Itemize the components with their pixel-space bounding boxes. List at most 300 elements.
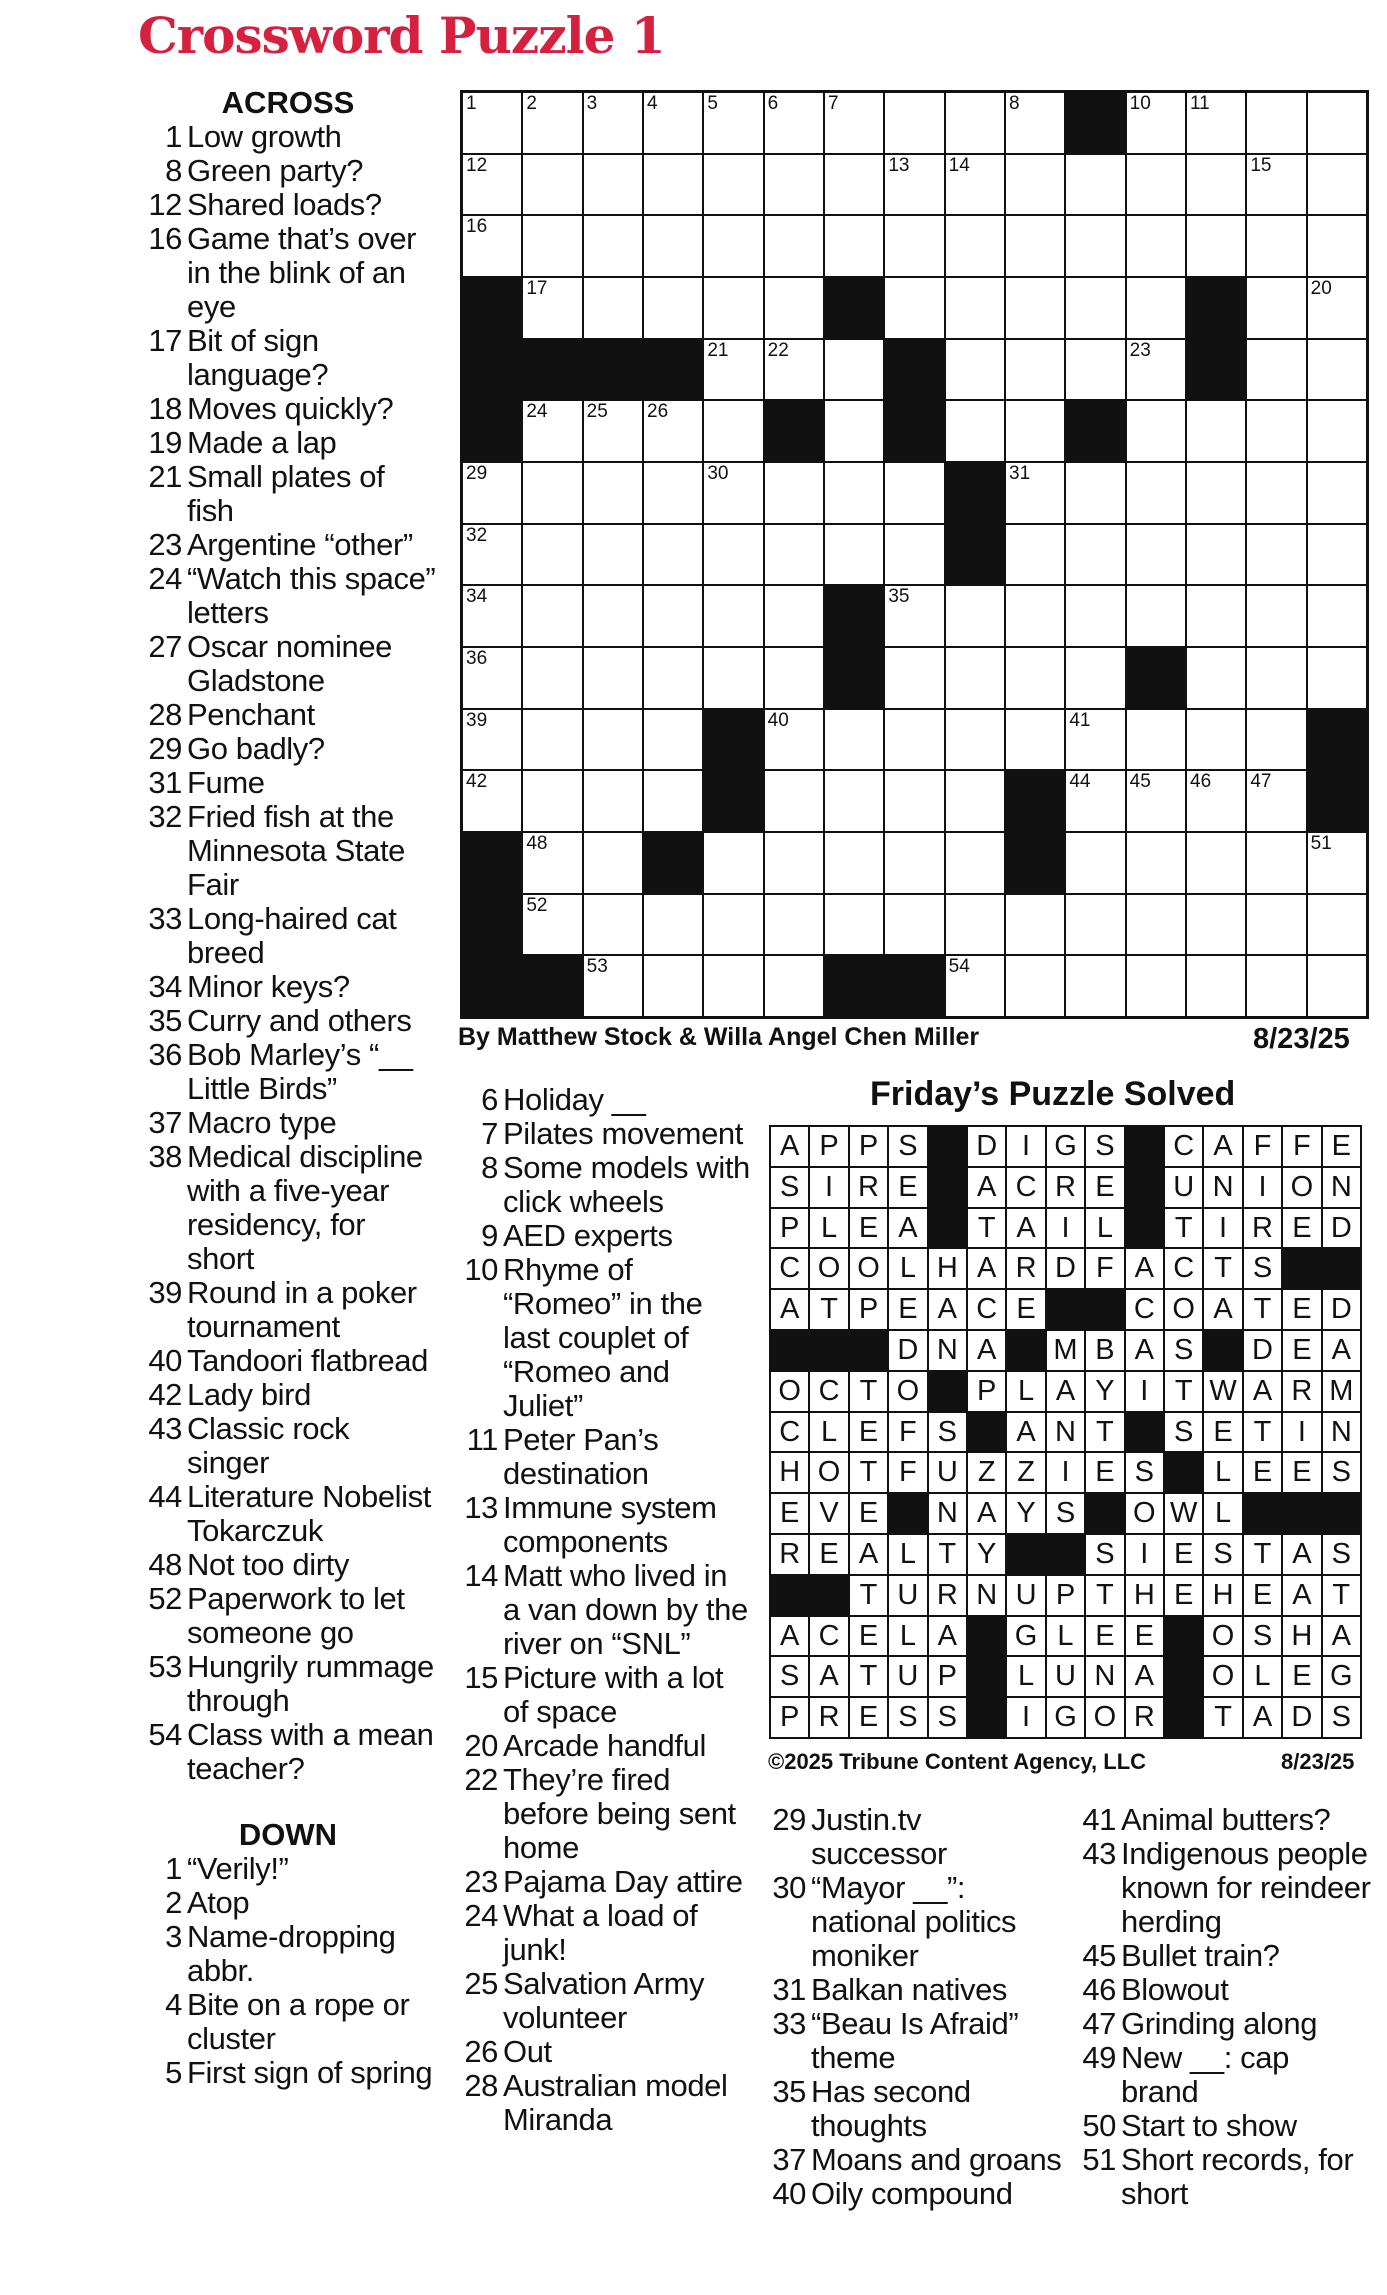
clue-across-17 bbox=[138, 324, 438, 392]
grid-cell[interactable] bbox=[1187, 833, 1245, 893]
grid-cell[interactable] bbox=[765, 340, 823, 400]
solved-letter: F bbox=[889, 1413, 926, 1452]
grid-cell[interactable] bbox=[765, 648, 823, 708]
grid-cell[interactable] bbox=[1006, 710, 1064, 770]
grid-cell[interactable] bbox=[523, 525, 581, 585]
grid-cell[interactable] bbox=[523, 463, 581, 523]
cell-number: 32 bbox=[466, 524, 488, 546]
grid-cell[interactable] bbox=[584, 648, 642, 708]
grid-block bbox=[825, 278, 883, 338]
clue-text: “Watch this space” letters bbox=[187, 561, 436, 630]
grid-cell[interactable] bbox=[463, 155, 521, 215]
solved-letter: H bbox=[771, 1453, 808, 1492]
clue-number: 31 bbox=[772, 1972, 806, 2007]
grid-cell[interactable] bbox=[1187, 771, 1245, 831]
grid-cell[interactable] bbox=[946, 771, 1004, 831]
grid-cell[interactable] bbox=[1247, 401, 1305, 461]
grid-cell[interactable] bbox=[825, 93, 883, 153]
solved-letter: F bbox=[1244, 1127, 1281, 1166]
grid-cell[interactable] bbox=[584, 401, 642, 461]
cell-number: 1 bbox=[466, 93, 477, 114]
solved-letter: N bbox=[1047, 1413, 1084, 1452]
grid-cell[interactable] bbox=[644, 278, 702, 338]
solved-block bbox=[968, 1617, 1005, 1656]
grid-cell[interactable] bbox=[885, 833, 943, 893]
clue-number: 14 bbox=[464, 1558, 498, 1593]
grid-cell[interactable] bbox=[523, 93, 581, 153]
grid-cell[interactable] bbox=[1187, 93, 1245, 153]
grid-cell[interactable] bbox=[1127, 895, 1185, 955]
solved-letter: A bbox=[968, 1249, 1005, 1288]
grid-cell[interactable] bbox=[765, 463, 823, 523]
grid-cell[interactable] bbox=[704, 956, 762, 1016]
solved-letter: I bbox=[1126, 1535, 1163, 1574]
clue-number: 18 bbox=[148, 391, 182, 426]
solved-letter: L bbox=[810, 1413, 847, 1452]
solved-letter: U bbox=[1165, 1168, 1202, 1207]
clue-number: 7 bbox=[481, 1116, 498, 1151]
solved-block bbox=[1283, 1494, 1320, 1533]
grid-block bbox=[946, 463, 1004, 523]
solved-letter: T bbox=[1244, 1413, 1281, 1452]
grid-cell[interactable] bbox=[704, 155, 762, 215]
grid-cell[interactable] bbox=[946, 278, 1004, 338]
grid-cell[interactable] bbox=[1308, 401, 1366, 461]
grid-cell[interactable] bbox=[1247, 833, 1305, 893]
clue-text: New __: cap brand bbox=[1121, 2040, 1289, 2109]
grid-cell[interactable] bbox=[825, 340, 883, 400]
grid-cell[interactable] bbox=[584, 771, 642, 831]
grid-cell[interactable] bbox=[1187, 525, 1245, 585]
grid-cell[interactable] bbox=[704, 278, 762, 338]
grid-cell[interactable] bbox=[1127, 340, 1185, 400]
clue-down_col_b-8 bbox=[454, 1151, 752, 1219]
solved-letter: N bbox=[929, 1331, 966, 1370]
grid-cell[interactable] bbox=[1006, 278, 1064, 338]
grid-cell[interactable] bbox=[946, 833, 1004, 893]
solved-letter: O bbox=[810, 1453, 847, 1492]
grid-cell[interactable] bbox=[523, 771, 581, 831]
clue-across-19 bbox=[138, 426, 438, 460]
grid-cell[interactable] bbox=[1247, 525, 1305, 585]
grid-cell[interactable] bbox=[644, 648, 702, 708]
solved-block bbox=[968, 1413, 1005, 1452]
clue-number: 33 bbox=[148, 901, 182, 936]
grid-cell[interactable] bbox=[885, 155, 943, 215]
grid-cell[interactable] bbox=[644, 155, 702, 215]
grid-cell[interactable] bbox=[1127, 771, 1185, 831]
grid-cell[interactable] bbox=[946, 93, 1004, 153]
grid-cell[interactable] bbox=[523, 895, 581, 955]
grid-cell[interactable] bbox=[946, 586, 1004, 646]
grid-cell[interactable] bbox=[584, 463, 642, 523]
grid-cell[interactable] bbox=[1308, 155, 1366, 215]
grid-cell[interactable] bbox=[704, 401, 762, 461]
clue-number: 40 bbox=[148, 1343, 182, 1378]
grid-cell[interactable] bbox=[1308, 648, 1366, 708]
grid-cell[interactable] bbox=[1187, 956, 1245, 1016]
clue-across-29 bbox=[138, 732, 438, 766]
grid-cell[interactable] bbox=[765, 956, 823, 1016]
grid-cell[interactable] bbox=[523, 155, 581, 215]
grid-cell[interactable] bbox=[765, 710, 823, 770]
cell-number: 53 bbox=[586, 956, 608, 978]
solved-letter: E bbox=[1283, 1209, 1320, 1248]
grid-cell[interactable] bbox=[1247, 648, 1305, 708]
grid-cell[interactable] bbox=[584, 586, 642, 646]
grid-cell[interactable] bbox=[946, 340, 1004, 400]
grid-cell[interactable] bbox=[1066, 833, 1124, 893]
grid-cell[interactable] bbox=[644, 463, 702, 523]
clue-number: 23 bbox=[148, 527, 182, 562]
clue-text: Tandoori flatbread bbox=[187, 1343, 428, 1378]
clue-text: Has second thoughts bbox=[811, 2074, 971, 2143]
grid-cell[interactable] bbox=[946, 648, 1004, 708]
clue-text: Justin.tv successor bbox=[811, 1802, 947, 1871]
solved-letter: T bbox=[850, 1372, 887, 1411]
grid-cell[interactable] bbox=[644, 710, 702, 770]
grid-cell[interactable] bbox=[825, 155, 883, 215]
solved-letter: P bbox=[850, 1290, 887, 1329]
clue-number: 26 bbox=[464, 2034, 498, 2069]
grid-cell[interactable] bbox=[1006, 340, 1064, 400]
grid-block bbox=[523, 340, 581, 400]
cell-number: 39 bbox=[466, 709, 488, 731]
grid-cell[interactable] bbox=[1066, 648, 1124, 708]
grid-cell[interactable] bbox=[765, 525, 823, 585]
grid-cell[interactable] bbox=[1127, 401, 1185, 461]
grid-cell[interactable] bbox=[704, 833, 762, 893]
solved-block bbox=[810, 1331, 847, 1370]
clue-number: 13 bbox=[464, 1490, 498, 1525]
cell-number: 52 bbox=[526, 894, 548, 916]
grid-cell[interactable] bbox=[946, 710, 1004, 770]
solved-block bbox=[1323, 1249, 1360, 1288]
grid-cell[interactable] bbox=[584, 278, 642, 338]
grid-cell[interactable] bbox=[1247, 895, 1305, 955]
clue-across-21 bbox=[138, 460, 438, 528]
cell-number: 47 bbox=[1250, 771, 1272, 793]
grid-cell[interactable] bbox=[523, 216, 581, 276]
grid-cell[interactable] bbox=[1247, 278, 1305, 338]
solved-letter: E bbox=[1007, 1290, 1044, 1329]
grid-cell[interactable] bbox=[1066, 155, 1124, 215]
clue-text: Penchant bbox=[187, 697, 315, 732]
grid-cell[interactable] bbox=[946, 401, 1004, 461]
clue-text: Bit of sign language? bbox=[187, 323, 329, 392]
clue-number: 23 bbox=[464, 1864, 498, 1899]
grid-cell[interactable] bbox=[1006, 216, 1064, 276]
grid-cell[interactable] bbox=[885, 93, 943, 153]
clue-number: 6 bbox=[481, 1082, 498, 1117]
grid-cell[interactable] bbox=[1006, 956, 1064, 1016]
grid-cell[interactable] bbox=[1187, 216, 1245, 276]
solved-letter: S bbox=[929, 1698, 966, 1737]
grid-cell[interactable] bbox=[523, 648, 581, 708]
solved-letter: T bbox=[850, 1453, 887, 1492]
grid-cell[interactable] bbox=[463, 710, 521, 770]
grid-cell[interactable] bbox=[885, 586, 943, 646]
grid-cell[interactable] bbox=[765, 895, 823, 955]
grid-cell[interactable] bbox=[1066, 340, 1124, 400]
grid-cell[interactable] bbox=[1127, 525, 1185, 585]
grid-cell[interactable] bbox=[644, 401, 702, 461]
clue-down_col_a-4 bbox=[138, 1988, 438, 2056]
grid-cell[interactable] bbox=[1247, 155, 1305, 215]
grid-cell[interactable] bbox=[825, 833, 883, 893]
grid-cell[interactable] bbox=[765, 833, 823, 893]
grid-cell[interactable] bbox=[584, 93, 642, 153]
cell-number: 51 bbox=[1310, 833, 1332, 854]
grid-cell[interactable] bbox=[584, 833, 642, 893]
grid-cell[interactable] bbox=[704, 895, 762, 955]
grid-cell[interactable] bbox=[1308, 278, 1366, 338]
grid-cell[interactable] bbox=[1127, 278, 1185, 338]
clue-down_col_b-20 bbox=[454, 1729, 752, 1763]
clue-across-54 bbox=[138, 1718, 438, 1786]
clue-number: 32 bbox=[148, 799, 182, 834]
grid-cell[interactable] bbox=[1247, 586, 1305, 646]
grid-cell[interactable] bbox=[1308, 216, 1366, 276]
grid-cell[interactable] bbox=[1308, 340, 1366, 400]
cell-number: 21 bbox=[707, 339, 729, 361]
grid-cell[interactable] bbox=[765, 586, 823, 646]
grid-cell[interactable] bbox=[1066, 216, 1124, 276]
grid-cell[interactable] bbox=[1187, 895, 1245, 955]
grid-cell[interactable] bbox=[946, 155, 1004, 215]
grid-cell[interactable] bbox=[1127, 463, 1185, 523]
solved-letter: A bbox=[1047, 1372, 1084, 1411]
clue-down_col_b-13 bbox=[454, 1491, 752, 1559]
cell-number: 8 bbox=[1009, 93, 1020, 114]
grid-cell[interactable] bbox=[644, 771, 702, 831]
grid-cell[interactable] bbox=[1066, 525, 1124, 585]
solved-letter: D bbox=[1323, 1209, 1360, 1248]
clue-across-42 bbox=[138, 1378, 438, 1412]
grid-cell[interactable] bbox=[825, 710, 883, 770]
solved-letter: O bbox=[889, 1372, 926, 1411]
grid-cell[interactable] bbox=[644, 586, 702, 646]
grid-cell[interactable] bbox=[1308, 833, 1366, 893]
grid-cell[interactable] bbox=[704, 648, 762, 708]
clue-number: 11 bbox=[466, 1422, 498, 1457]
clue-number: 3 bbox=[165, 1919, 182, 1954]
grid-cell[interactable] bbox=[523, 278, 581, 338]
grid-cell[interactable] bbox=[1187, 401, 1245, 461]
grid-cell[interactable] bbox=[1006, 895, 1064, 955]
clue-text: Rhyme of “Romeo” in the last couplet of “Romeo and Juliet” bbox=[503, 1252, 703, 1423]
grid-cell[interactable] bbox=[885, 710, 943, 770]
grid-cell[interactable] bbox=[644, 216, 702, 276]
grid-cell[interactable] bbox=[1247, 463, 1305, 523]
grid-cell[interactable] bbox=[765, 216, 823, 276]
down-clues-column-2 bbox=[454, 1083, 752, 2137]
grid-cell[interactable] bbox=[644, 93, 702, 153]
grid-cell[interactable] bbox=[463, 648, 521, 708]
solved-letter: F bbox=[1283, 1127, 1320, 1166]
grid-cell[interactable] bbox=[1066, 956, 1124, 1016]
grid-cell[interactable] bbox=[523, 833, 581, 893]
solved-block bbox=[1165, 1657, 1202, 1696]
grid-cell[interactable] bbox=[1127, 93, 1185, 153]
grid-cell[interactable] bbox=[463, 771, 521, 831]
grid-cell[interactable] bbox=[1006, 93, 1064, 153]
cell-number: 44 bbox=[1069, 771, 1091, 793]
solved-letter: S bbox=[1204, 1535, 1241, 1574]
grid-cell[interactable] bbox=[765, 155, 823, 215]
grid-block bbox=[885, 401, 943, 461]
grid-cell[interactable] bbox=[885, 463, 943, 523]
grid-cell[interactable] bbox=[1006, 401, 1064, 461]
grid-cell[interactable] bbox=[1187, 463, 1245, 523]
grid-cell[interactable] bbox=[704, 216, 762, 276]
grid-block bbox=[463, 278, 521, 338]
solved-letter: T bbox=[1244, 1535, 1281, 1574]
grid-cell[interactable] bbox=[704, 525, 762, 585]
grid-cell[interactable] bbox=[1127, 833, 1185, 893]
grid-cell[interactable] bbox=[523, 710, 581, 770]
grid-cell[interactable] bbox=[765, 771, 823, 831]
grid-cell[interactable] bbox=[825, 895, 883, 955]
grid-cell[interactable] bbox=[704, 586, 762, 646]
grid-cell[interactable] bbox=[1308, 93, 1366, 153]
grid-cell[interactable] bbox=[463, 216, 521, 276]
grid-cell[interactable] bbox=[1127, 956, 1185, 1016]
clue-number: 2 bbox=[165, 1885, 182, 1920]
cell-number: 13 bbox=[888, 154, 910, 176]
solved-letter: T bbox=[1165, 1209, 1202, 1248]
grid-cell[interactable] bbox=[946, 216, 1004, 276]
clue-number: 44 bbox=[148, 1479, 182, 1514]
grid-cell[interactable] bbox=[584, 895, 642, 955]
grid-cell[interactable] bbox=[1066, 463, 1124, 523]
clue-text: Round in a poker tournament bbox=[187, 1275, 417, 1344]
clue-across-52 bbox=[138, 1582, 438, 1650]
clue-number: 19 bbox=[148, 425, 182, 460]
grid-cell[interactable] bbox=[704, 340, 762, 400]
grid-cell[interactable] bbox=[463, 93, 521, 153]
grid-cell[interactable] bbox=[765, 278, 823, 338]
grid-cell[interactable] bbox=[1187, 710, 1245, 770]
grid-cell[interactable] bbox=[946, 956, 1004, 1016]
grid-cell[interactable] bbox=[584, 155, 642, 215]
clue-number: 39 bbox=[148, 1275, 182, 1310]
solved-letter: E bbox=[1086, 1168, 1123, 1207]
cell-number: 30 bbox=[707, 463, 729, 484]
grid-cell[interactable] bbox=[584, 710, 642, 770]
solved-letter: E bbox=[1283, 1331, 1320, 1370]
grid-cell[interactable] bbox=[1066, 895, 1124, 955]
grid-cell[interactable] bbox=[463, 525, 521, 585]
grid-cell[interactable] bbox=[825, 525, 883, 585]
grid-cell[interactable] bbox=[584, 525, 642, 585]
grid-cell[interactable] bbox=[885, 771, 943, 831]
grid-cell[interactable] bbox=[1127, 155, 1185, 215]
grid-cell[interactable] bbox=[1127, 710, 1185, 770]
grid-cell[interactable] bbox=[523, 586, 581, 646]
grid-cell[interactable] bbox=[463, 586, 521, 646]
grid-cell[interactable] bbox=[1308, 586, 1366, 646]
grid-cell[interactable] bbox=[644, 956, 702, 1016]
grid-cell[interactable] bbox=[1187, 155, 1245, 215]
grid-cell[interactable] bbox=[946, 895, 1004, 955]
grid-cell[interactable] bbox=[584, 216, 642, 276]
grid-cell[interactable] bbox=[1127, 586, 1185, 646]
grid-cell[interactable] bbox=[1066, 771, 1124, 831]
crossword-grid[interactable] bbox=[460, 90, 1369, 1019]
grid-cell[interactable] bbox=[1127, 216, 1185, 276]
grid-cell[interactable] bbox=[1247, 956, 1305, 1016]
solved-letter: A bbox=[1126, 1331, 1163, 1370]
grid-cell[interactable] bbox=[885, 525, 943, 585]
grid-cell[interactable] bbox=[765, 93, 823, 153]
cell-number: 14 bbox=[948, 154, 970, 176]
across-heading: ACROSS bbox=[221, 85, 355, 120]
grid-cell[interactable] bbox=[1006, 525, 1064, 585]
clue-number: 42 bbox=[148, 1377, 182, 1412]
grid-cell[interactable] bbox=[825, 401, 883, 461]
grid-cell[interactable] bbox=[1187, 586, 1245, 646]
solved-letter: T bbox=[850, 1657, 887, 1696]
grid-cell[interactable] bbox=[1066, 278, 1124, 338]
grid-cell[interactable] bbox=[1247, 93, 1305, 153]
grid-cell[interactable] bbox=[1247, 710, 1305, 770]
grid-cell[interactable] bbox=[1006, 463, 1064, 523]
cell-number: 3 bbox=[586, 93, 598, 114]
cell-number: 20 bbox=[1310, 278, 1332, 299]
grid-cell[interactable] bbox=[463, 463, 521, 523]
cell-number: 25 bbox=[586, 401, 608, 423]
grid-block bbox=[463, 895, 521, 955]
grid-block bbox=[825, 648, 883, 708]
grid-cell[interactable] bbox=[1247, 216, 1305, 276]
grid-cell[interactable] bbox=[584, 956, 642, 1016]
clue-number: 33 bbox=[772, 2006, 806, 2041]
clue-text: Argentine “other” bbox=[187, 527, 413, 562]
solved-letter: T bbox=[929, 1535, 966, 1574]
grid-cell[interactable] bbox=[644, 525, 702, 585]
grid-cell[interactable] bbox=[1006, 648, 1064, 708]
clue-down_col_b-14 bbox=[454, 1559, 752, 1661]
grid-cell[interactable] bbox=[825, 216, 883, 276]
grid-cell[interactable] bbox=[704, 463, 762, 523]
grid-cell[interactable] bbox=[1066, 710, 1124, 770]
grid-cell[interactable] bbox=[885, 895, 943, 955]
grid-cell[interactable] bbox=[1308, 956, 1366, 1016]
solved-letter: P bbox=[810, 1127, 847, 1166]
grid-cell[interactable] bbox=[885, 278, 943, 338]
grid-cell[interactable] bbox=[523, 401, 581, 461]
grid-cell[interactable] bbox=[1006, 155, 1064, 215]
grid-cell[interactable] bbox=[1308, 895, 1366, 955]
clue-text: Salvation Army volunteer bbox=[503, 1966, 705, 2035]
grid-cell[interactable] bbox=[825, 771, 883, 831]
grid-cell[interactable] bbox=[1247, 340, 1305, 400]
grid-cell[interactable] bbox=[1308, 525, 1366, 585]
grid-cell[interactable] bbox=[644, 895, 702, 955]
grid-cell[interactable] bbox=[885, 216, 943, 276]
clue-down_col_b-22 bbox=[454, 1763, 752, 1865]
grid-cell[interactable] bbox=[1066, 586, 1124, 646]
grid-cell[interactable] bbox=[825, 463, 883, 523]
grid-cell[interactable] bbox=[1187, 648, 1245, 708]
grid-cell[interactable] bbox=[1006, 586, 1064, 646]
grid-cell[interactable] bbox=[885, 648, 943, 708]
grid-cell[interactable] bbox=[1308, 463, 1366, 523]
grid-cell[interactable] bbox=[1247, 771, 1305, 831]
across-clues bbox=[138, 86, 438, 2090]
grid-cell[interactable] bbox=[704, 93, 762, 153]
